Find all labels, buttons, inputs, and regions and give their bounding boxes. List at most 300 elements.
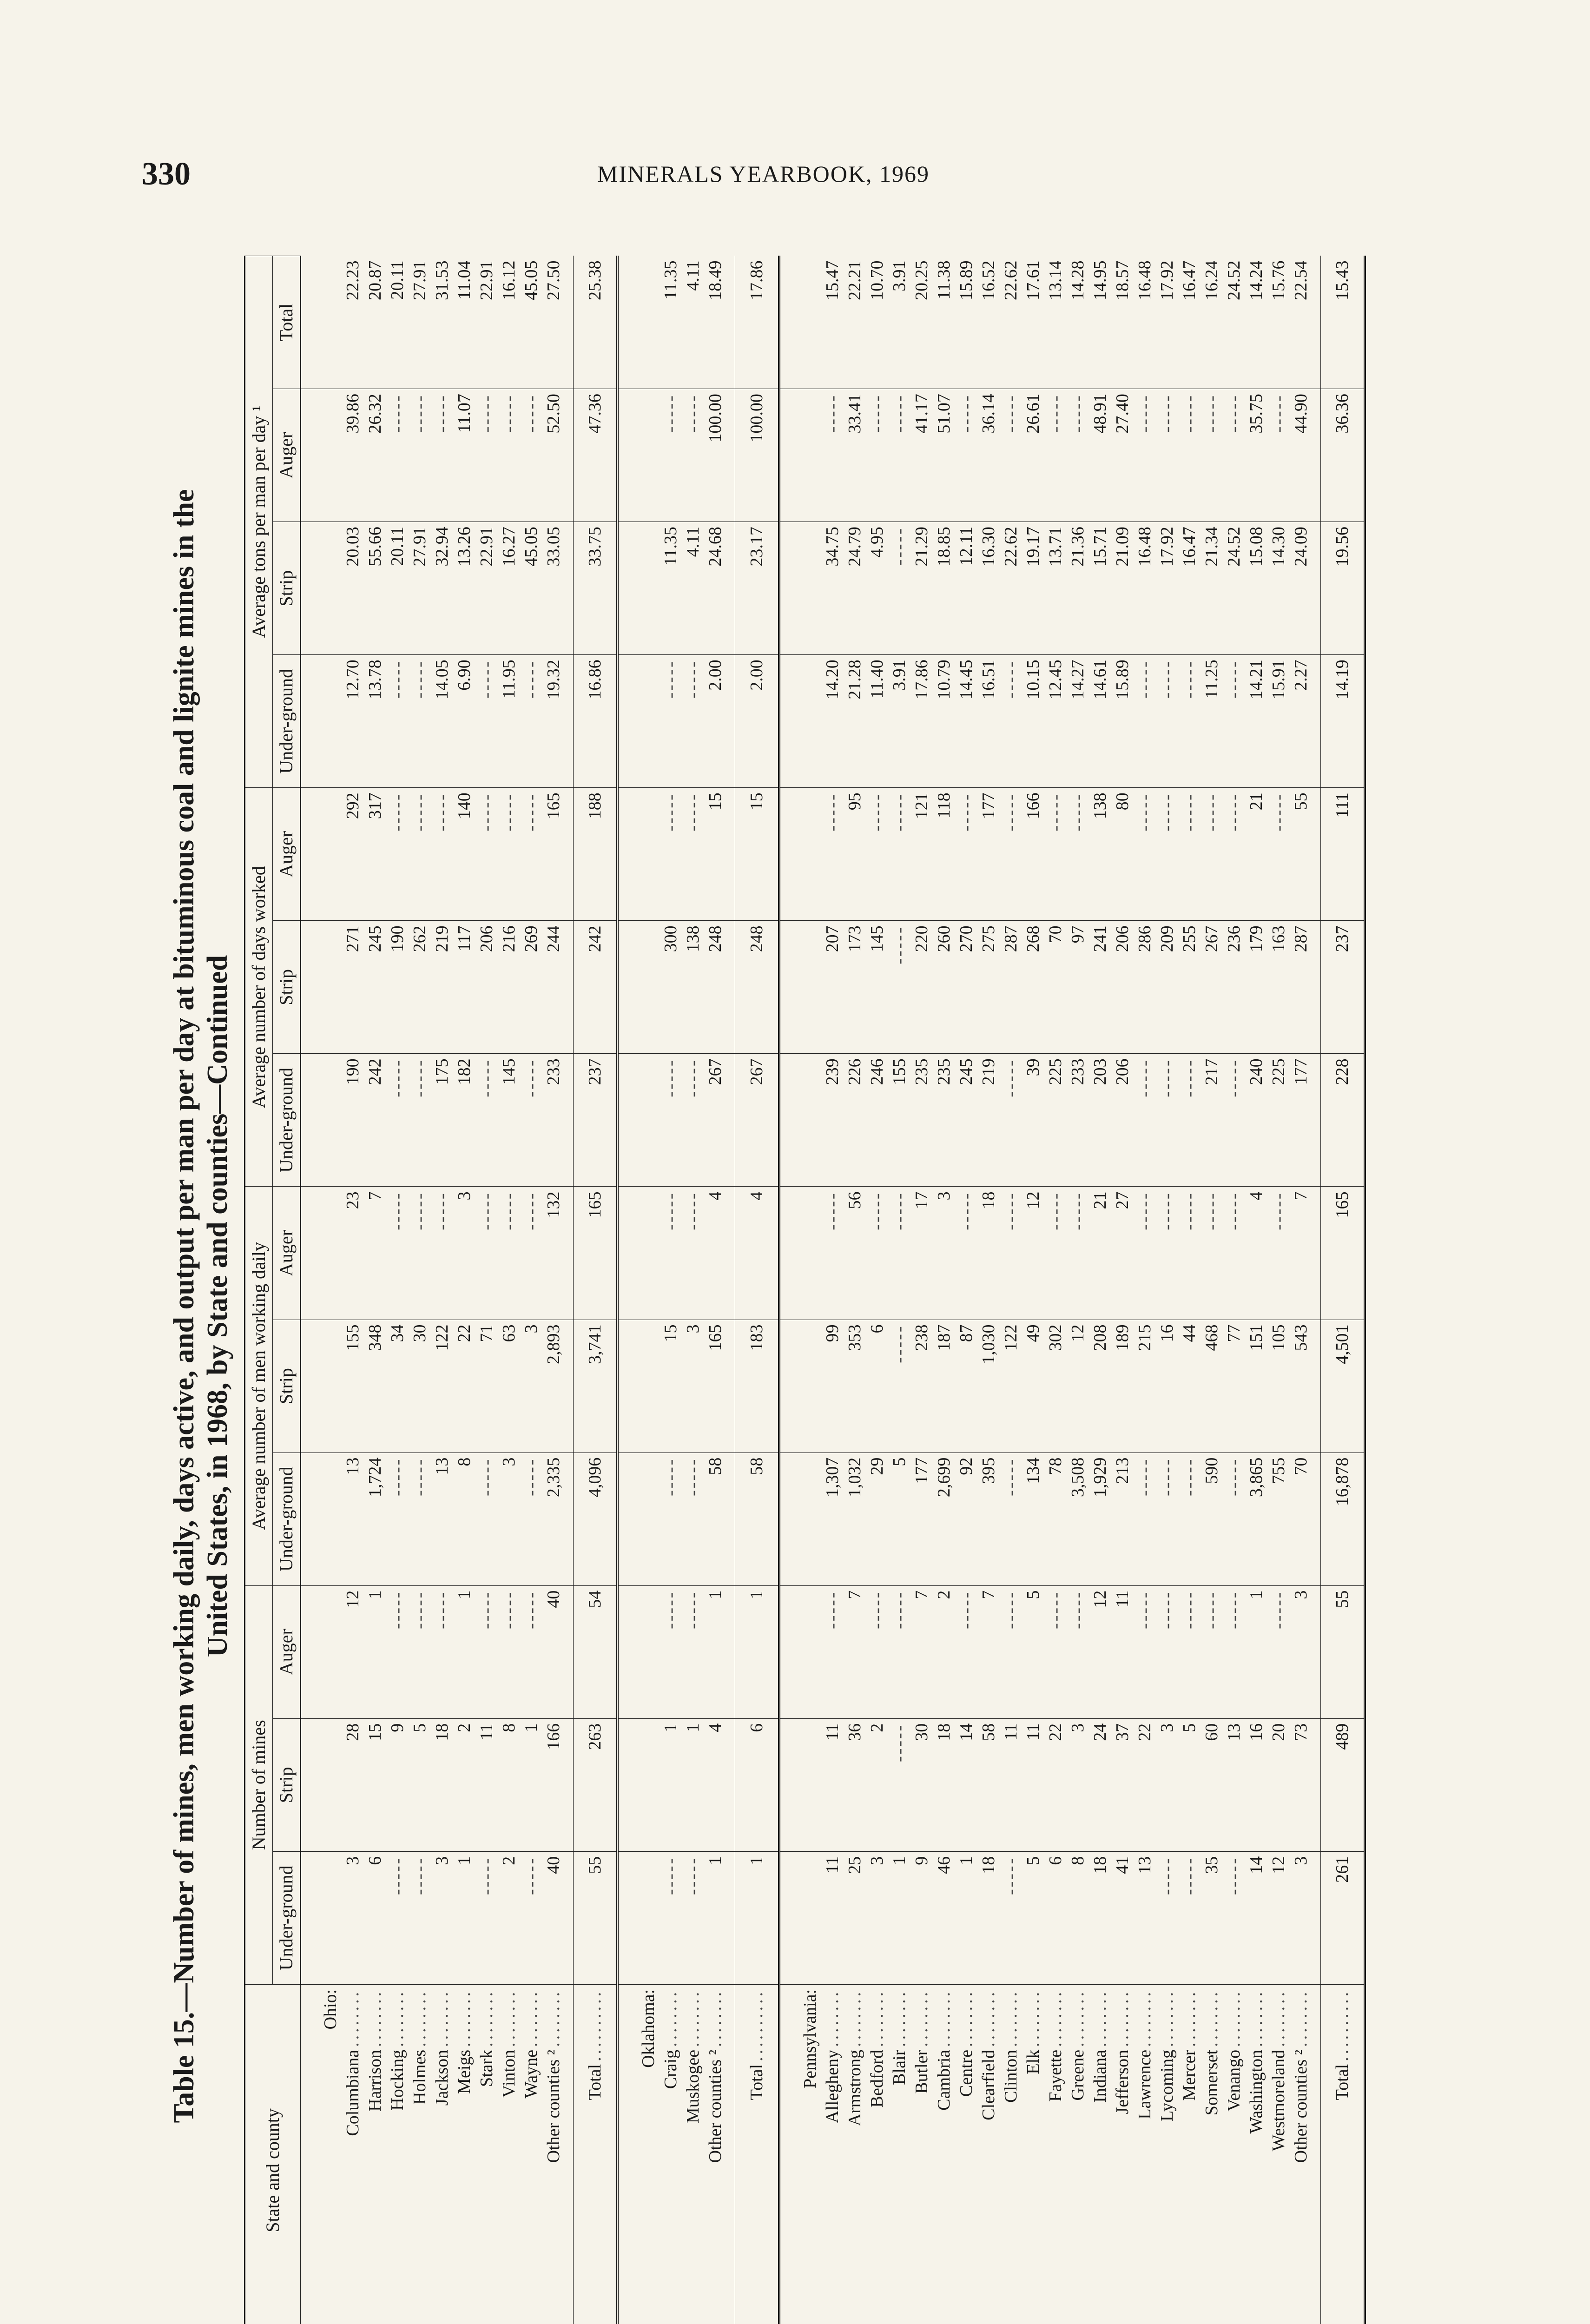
county-name [1022,1984,1044,2324]
subheader-total: Total [273,256,301,389]
table-cell [301,921,342,1054]
empty-dash: ----- [1001,1856,1021,1895]
table-cell: 22.62 [1000,522,1022,655]
county-name [1134,1984,1156,2324]
table-cell [1044,389,1067,522]
table-row [1022,256,1044,2324]
table-cell: 51.07 [933,389,955,522]
table-cell: 39.86 [342,389,364,522]
table-cell [779,1187,822,1320]
table-cell: 175 [431,1054,453,1187]
county-name-text: Holmes [410,2049,429,2105]
table-cell: 11.38 [933,256,955,389]
table-cell [660,1851,682,1984]
total-label-text: Total [585,2064,605,2100]
dot-leader: ........ [957,1989,976,2047]
spacer-row [726,256,735,2324]
table-cell: 14.95 [1089,256,1111,389]
table-cell: 27 [1111,1187,1134,1320]
dot-leader: ........ [823,1989,842,2047]
empty-dash: ----- [1180,1457,1199,1496]
county-name-text: Other counties ² [706,2049,725,2163]
table-cell [726,921,735,1054]
table-cell: 138 [1089,788,1111,921]
table-cell [301,788,342,921]
empty-dash: ----- [1180,394,1199,433]
county-name-text: Westmoreland [1269,2049,1288,2152]
table-cell: 287 [1290,921,1312,1054]
empty-dash: ----- [1224,1590,1244,1629]
table-cell [618,389,660,522]
table-cell [1178,1054,1201,1187]
table-cell: 1,724 [364,1452,386,1585]
table-cell: 1 [888,1851,910,1984]
subheader-underground: Under-ground [273,1851,301,1984]
table-cell [682,1187,704,1320]
table-cell [475,1187,498,1320]
table-cell [1201,389,1223,522]
table-cell [1134,1054,1156,1187]
table-cell: 44 [1178,1320,1201,1452]
table-cell: 2 [933,1585,955,1718]
table-cell: 15 [735,788,779,921]
table-cell: 22.91 [475,522,498,655]
empty-dash: ----- [521,1856,541,1895]
table-cell: 216 [498,921,520,1054]
table-cell: 260 [933,921,955,1054]
empty-dash: ----- [1224,792,1244,832]
table-cell: 1 [704,1851,726,1984]
table-cell: 24.68 [704,522,726,655]
table-cell [866,1187,888,1320]
empty-dash: ----- [388,1058,407,1097]
table-cell: 11.40 [866,655,888,788]
dot-leader: ........ [1046,1989,1065,2047]
empty-dash: ----- [1224,394,1244,433]
table-row [453,256,475,2324]
table-cell: 22.91 [475,256,498,389]
county-name-text: Harrison [365,2049,385,2112]
table-cell: 13 [1223,1718,1245,1851]
table-cell: 92 [955,1452,977,1585]
table-cell: 11 [821,1718,844,1851]
empty-dash: ----- [1269,1590,1288,1629]
table-cell [1178,788,1201,921]
table-cell [1156,1851,1178,1984]
table-cell: 41 [1111,1851,1134,1984]
table-cell: 23.17 [735,522,779,655]
state-name: Oklahoma: [639,1989,658,2068]
table-row [1089,256,1111,2324]
table-cell [520,1585,542,1718]
table-cell: 11 [1111,1585,1134,1718]
county-name-text: Elk [1023,2049,1043,2074]
table-cell: 4.11 [682,256,704,389]
table-row [682,256,704,2324]
table-cell: 15.89 [955,256,977,389]
table-cell [1267,1585,1290,1718]
table-cell: 3 [498,1452,520,1585]
county-name [1089,1984,1111,2324]
table-cell [779,1320,822,1452]
county-name [1156,1984,1178,2324]
subheader-underground: Under-ground [273,655,301,788]
empty-dash: ----- [1202,792,1221,832]
table-cell [565,788,574,921]
table-cell: 55 [574,1851,618,1984]
table-cell: 233 [1067,1054,1089,1187]
empty-dash: ----- [1157,1457,1177,1496]
empty-dash: ----- [661,1058,680,1097]
county-name-text: Cambria [934,2049,954,2111]
county-name-text: Stark [477,2049,496,2087]
table-cell: 18.85 [933,522,955,655]
table-cell: 3 [933,1187,955,1320]
empty-dash: ----- [1180,1590,1199,1629]
table-cell [660,1054,682,1187]
table-cell: 17.86 [910,655,933,788]
table-cell: 1 [453,1851,475,1984]
table-cell [660,1187,682,1320]
table-cell [1067,1585,1089,1718]
empty-dash: ----- [683,660,703,699]
table-cell: 3 [431,1851,453,1984]
table-cell [821,1187,844,1320]
county-name [1111,1984,1134,2324]
dot-leader: ........ [1180,1989,1199,2047]
table-cell: 1 [660,1718,682,1851]
table-cell: 1 [704,1585,726,1718]
empty-dash: ----- [1157,1590,1177,1629]
table-cell: 34.75 [821,522,844,655]
county-name [453,1984,475,2324]
empty-dash: ----- [1046,394,1065,433]
table-cell [1156,655,1178,788]
table-cell [618,256,660,389]
table-cell: 244 [542,921,565,1054]
table-cell: 190 [342,1054,364,1187]
table-cell: 19.32 [542,655,565,788]
table-cell [1201,1585,1223,1718]
dot-leader: ........ [1269,1989,1288,2047]
table-cell [888,1187,910,1320]
table-cell [520,389,542,522]
table-row [1156,256,1178,2324]
county-name-text: Lycoming [1157,2049,1177,2121]
table-cell: 12.11 [955,522,977,655]
table-cell: 14 [1245,1851,1267,1984]
table-cell [888,1585,910,1718]
empty-dash: ----- [823,394,842,433]
table-cell [1000,389,1022,522]
table-cell [821,788,844,921]
table-cell: 20.11 [386,522,409,655]
empty-dash: ----- [410,792,429,832]
table-cell: 46 [933,1851,955,1984]
table-cell [520,1054,542,1187]
table-cell: 58 [977,1718,1000,1851]
empty-dash: ----- [661,1856,680,1895]
empty-dash: ----- [1180,1191,1199,1230]
empty-dash: ----- [1046,1590,1065,1629]
table-cell: 12 [1067,1320,1089,1452]
table-cell: 267 [704,1054,726,1187]
dot-leader: ........ [1224,1989,1244,2047]
table-cell: 165 [1321,1187,1365,1320]
table-cell: 48.91 [1089,389,1111,522]
county-name-text: Somerset [1202,2049,1221,2116]
table-cell: 206 [475,921,498,1054]
table-cell: 26.61 [1022,389,1044,522]
table-cell [301,1320,342,1452]
dot-leader: ........ [912,1989,931,2047]
table-cell: 348 [364,1320,386,1452]
table-cell [386,1851,409,1984]
total-label [574,1984,618,2324]
table-cell: 6 [866,1320,888,1452]
empty-dash: ----- [521,792,541,832]
table-cell [1156,1585,1178,1718]
table-cell [475,1851,498,1984]
county-name [1267,1984,1290,2324]
table-cell: 21.29 [910,522,933,655]
empty-dash: ----- [661,394,680,433]
table-cell: 31.53 [431,256,453,389]
table-cell [682,1585,704,1718]
table-cell: 7 [364,1187,386,1320]
table-cell [409,655,431,788]
subheader-strip: Strip [273,1718,301,1851]
subheader-underground: Under-ground [273,1452,301,1585]
empty-dash: ----- [410,1856,429,1895]
table-row [1044,256,1067,2324]
table-cell: 177 [1290,1054,1312,1187]
table-cell [821,1585,844,1718]
empty-dash: ----- [388,394,407,433]
table-title [167,256,234,2324]
table-row [660,256,682,2324]
empty-dash: ----- [1001,660,1021,699]
table-cell [660,1585,682,1718]
table-cell [1178,1187,1201,1320]
table-cell: 245 [364,921,386,1054]
table-cell [618,1585,660,1718]
table-cell [498,389,520,522]
table-cell [1223,788,1245,921]
table-row [888,256,910,2324]
dot-leader: ........ [477,1989,496,2047]
empty-dash: ----- [499,1590,519,1629]
table-cell: 239 [821,1054,844,1187]
empty-dash: ----- [388,792,407,832]
table-row [977,256,1000,2324]
table-cell: 302 [1044,1320,1067,1452]
table-cell [1223,655,1245,788]
table-row [1000,256,1022,2324]
table-cell: 7 [910,1585,933,1718]
table-cell: 4 [704,1718,726,1851]
table-cell [888,522,910,655]
empty-dash: ----- [499,1191,519,1230]
table-cell [726,1187,735,1320]
table-row [1290,256,1312,2324]
county-name-text: Vinton [499,2049,519,2098]
table-cell: 489 [1321,1718,1365,1851]
table-cell [475,788,498,921]
table-cell [1312,655,1321,788]
empty-dash: ----- [410,1457,429,1496]
table-cell [1134,788,1156,921]
table-cell: 268 [1022,921,1044,1054]
table-cell: 19.56 [1321,522,1365,655]
table-cell: 97 [1067,921,1089,1054]
total-label [735,1984,779,2324]
empty-dash: ----- [388,660,407,699]
empty-dash: ----- [823,792,842,832]
dot-leader: ........ [388,1989,407,2047]
table-cell [618,1054,660,1187]
table-cell: 17.61 [1022,256,1044,389]
empty-dash: ----- [432,1191,452,1230]
county-name [542,1984,565,2324]
table-cell [726,788,735,921]
table-cell [1223,1851,1245,1984]
county-name-text: Lawrence [1135,2049,1155,2119]
table-cell [1312,1452,1321,1585]
table-cell: 2.27 [1290,655,1312,788]
table-row [364,256,386,2324]
table-cell: 32.94 [431,522,453,655]
table-cell: 261 [1321,1851,1365,1984]
running-head: MINERALS YEARBOOK, 1969 [597,161,930,187]
table-cell: 1 [682,1718,704,1851]
table-cell: 11.25 [1201,655,1223,788]
empty-dash: ----- [1157,1856,1177,1895]
county-name-text: Craig [661,2049,680,2089]
table-cell [1134,1585,1156,1718]
dot-leader: ........ [683,1989,703,2047]
table-cell: 248 [735,921,779,1054]
table-cell [779,389,822,522]
table-cell: 35.75 [1245,389,1267,522]
table-cell: 215 [1134,1320,1156,1452]
table-cell [565,1452,574,1585]
table-cell [565,1585,574,1718]
empty-dash: ----- [867,1590,887,1629]
county-name [910,1984,933,2324]
empty-dash: ----- [1068,394,1088,433]
table-cell: 56 [844,1187,866,1320]
table-row [475,256,498,2324]
table-cell [1044,1585,1067,1718]
table-cell: 7 [1290,1187,1312,1320]
dot-leader: ........ [521,1989,541,2047]
table-cell [431,1187,453,1320]
state-row [301,256,342,2324]
table-cell [409,1452,431,1585]
table-cell [1312,1320,1321,1452]
table-cell: 11 [475,1718,498,1851]
table-cell: 177 [977,788,1000,921]
table-cell: 590 [1201,1452,1223,1585]
table-cell [1000,788,1022,921]
dot-leader: ........ [890,1989,909,2047]
table-cell: 353 [844,1320,866,1452]
table-cell [386,1187,409,1320]
table-cell: 45.05 [520,256,542,389]
header-men-working: Average number of men working daily [245,1187,273,1585]
table-cell: 11 [821,1851,844,1984]
table-cell: 11.35 [660,522,682,655]
table-row [520,256,542,2324]
table-cell: 145 [498,1054,520,1187]
table-cell [618,1320,660,1452]
empty-dash: ----- [1157,660,1177,699]
table-cell [618,788,660,921]
table-cell: 8 [498,1718,520,1851]
dot-leader: ........ [455,1989,474,2047]
table-cell [660,389,682,522]
table-cell: 3 [682,1320,704,1452]
table-cell: 4,501 [1321,1320,1365,1452]
table-cell: 36.36 [1321,389,1365,522]
table-cell: 3,508 [1067,1452,1089,1585]
table-cell [301,1054,342,1187]
subheader-strip: Strip [273,1320,301,1452]
header-days-worked: Average number of days worked [245,788,273,1187]
table-cell [386,788,409,921]
county-name [342,1984,364,2324]
table-cell [726,256,735,389]
table-cell [660,788,682,921]
table-cell [1312,788,1321,921]
empty-dash: ----- [1180,1058,1199,1097]
table-cell: 140 [453,788,475,921]
empty-dash: ----- [683,792,703,832]
table-cell: 1,030 [977,1320,1000,1452]
table-cell [866,389,888,522]
table-cell [779,256,822,389]
table-cell: 21.34 [1201,522,1223,655]
table-row [1201,256,1223,2324]
dot-leader: ........ [979,1989,998,2047]
county-name-text: Wayne [521,2049,541,2099]
table-cell: 17.92 [1156,256,1178,389]
county-name [977,1984,1000,2324]
table-cell: 262 [409,921,431,1054]
empty-dash: ----- [521,660,541,699]
table-cell: 17.92 [1156,522,1178,655]
table-cell [955,389,977,522]
table-cell [1134,389,1156,522]
table-cell [565,1718,574,1851]
table-cell: 105 [1267,1320,1290,1452]
table-row [1178,256,1201,2324]
empty-dash: ----- [388,1457,407,1496]
table-cell: 15.71 [1089,522,1111,655]
county-name-text: Hocking [388,2049,407,2111]
table-cell [726,655,735,788]
state-name: Pennsylvania: [800,1989,820,2089]
table-cell: 14.05 [431,655,453,788]
empty-dash: ----- [890,1191,909,1230]
county-name [1223,1984,1245,2324]
table-cell [779,1851,822,1984]
empty-dash: ----- [1001,1058,1021,1097]
empty-dash: ----- [1135,394,1155,433]
table-cell: 16.86 [574,655,618,788]
table-cell [888,788,910,921]
